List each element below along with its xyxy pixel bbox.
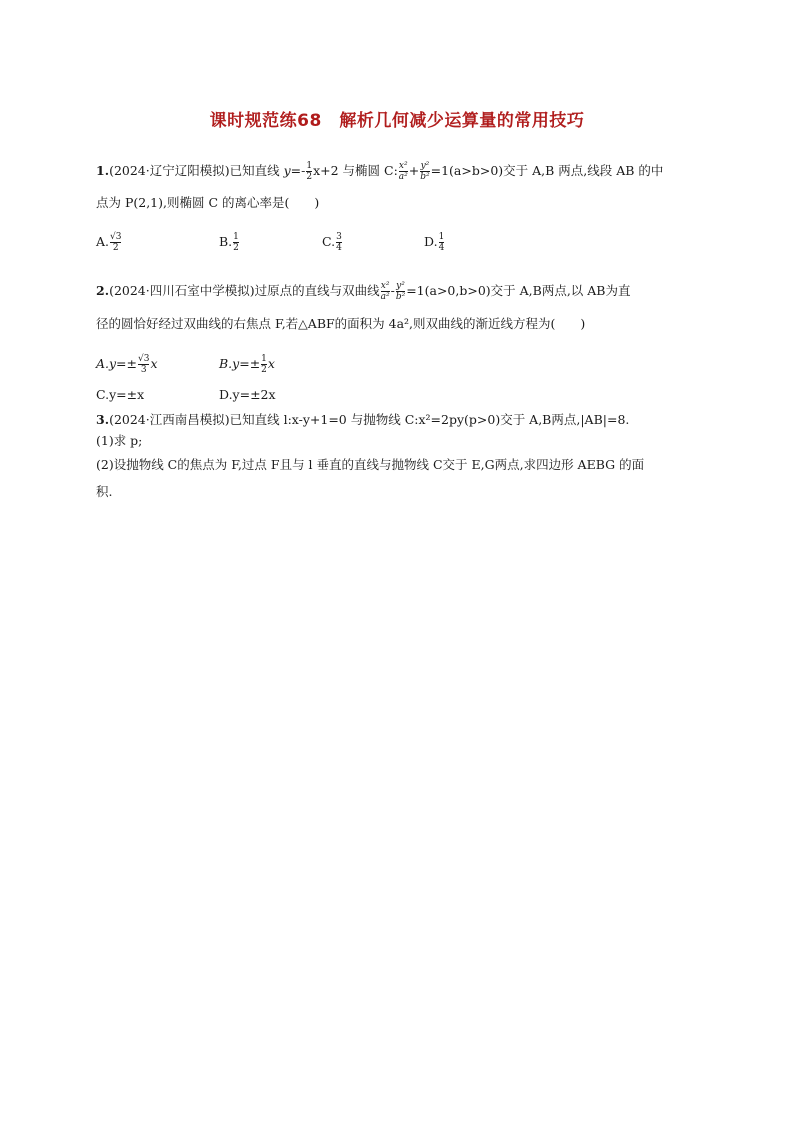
q1-frac-y: $\frac{\text{y²}}{\text{b²}}$ [420, 160, 430, 182]
q1-text-a: y=- [283, 163, 306, 178]
q2-text-a: =1(a>0,b>0)交于 A,B两点,以 AB为直 [406, 283, 631, 298]
q1-option-d: D. $\frac{1}{4}$ [424, 231, 445, 253]
page-title: 课时规范练68 解析几何减少运算量的常用技巧 [209, 111, 585, 131]
q1-option-c: C. $\frac{3}{4}$ [322, 231, 342, 253]
q2-option-d: D.y=±2x [219, 387, 276, 402]
q2-minus: - [390, 283, 395, 298]
q1-number: 1. [96, 163, 110, 178]
q3-line-4: 积. [96, 484, 113, 499]
q1-frac-line: $\frac{1}{2}$ [306, 160, 313, 182]
q1-source: (2024·辽宁辽阳模拟)已知直线 [109, 163, 284, 178]
q2-option-c: C.y=±x [96, 387, 145, 402]
q1-option-a: A. $\frac{√3}{2}$ [96, 231, 122, 253]
q3-text: (2024·江西南昌模拟)已知直线 l:x-y+1=0 与抛物线 C:x²=2py(p>0)交于 A,B两点,|AB|=8. [109, 412, 630, 427]
q2-frac-y: $\frac{\text{y²}}{\text{b²}}$ [395, 280, 406, 302]
q1-frac-x: $\frac{\text{x²}}{\text{a²}}$ [398, 160, 408, 182]
q3-line-2: (1)求 p; [96, 433, 143, 448]
q3-line-1 [96, 410, 629, 430]
q1-text-c: =1(a>b>0)交于 A,B 两点,线段 AB 的中 [430, 163, 664, 178]
q2-option-a: A.y=± $\frac{√3}{3}$ x [96, 353, 158, 375]
q2-source: (2024·四川石室中学模拟)过原点的直线与双曲线 [109, 283, 380, 298]
q1-option-b: B. $\frac{1}{2}$ [219, 231, 239, 253]
q2-number: 2. [96, 283, 110, 298]
q1-line-1 [96, 161, 663, 182]
q1-text-b: x+2 与椭圆 C: [313, 163, 398, 178]
q1-plus: + [408, 163, 420, 178]
q3-number: 3. [96, 412, 110, 427]
q3-line-3: (2)设抛物线 C的焦点为 F,过点 F且与 l 垂直的直线与抛物线 C交于 E,G两点,求四边形 AEBG 的面 [96, 457, 645, 472]
q2-option-b: B.y=± $\frac{1}{2}$ x [219, 353, 275, 375]
q2-line-2: 径的圆恰好经过双曲线的右焦点 F,若△ABF的面积为 4a²,则双曲线的渐近线方程为( ) [96, 316, 586, 331]
q2-frac-x: $\frac{\text{x²}}{\text{a²}}$ [380, 280, 390, 302]
q2-line-1 [96, 281, 630, 302]
q1-line-2: 点为 P(2,1),则椭圆 C 的离心率是( ) [96, 195, 320, 210]
